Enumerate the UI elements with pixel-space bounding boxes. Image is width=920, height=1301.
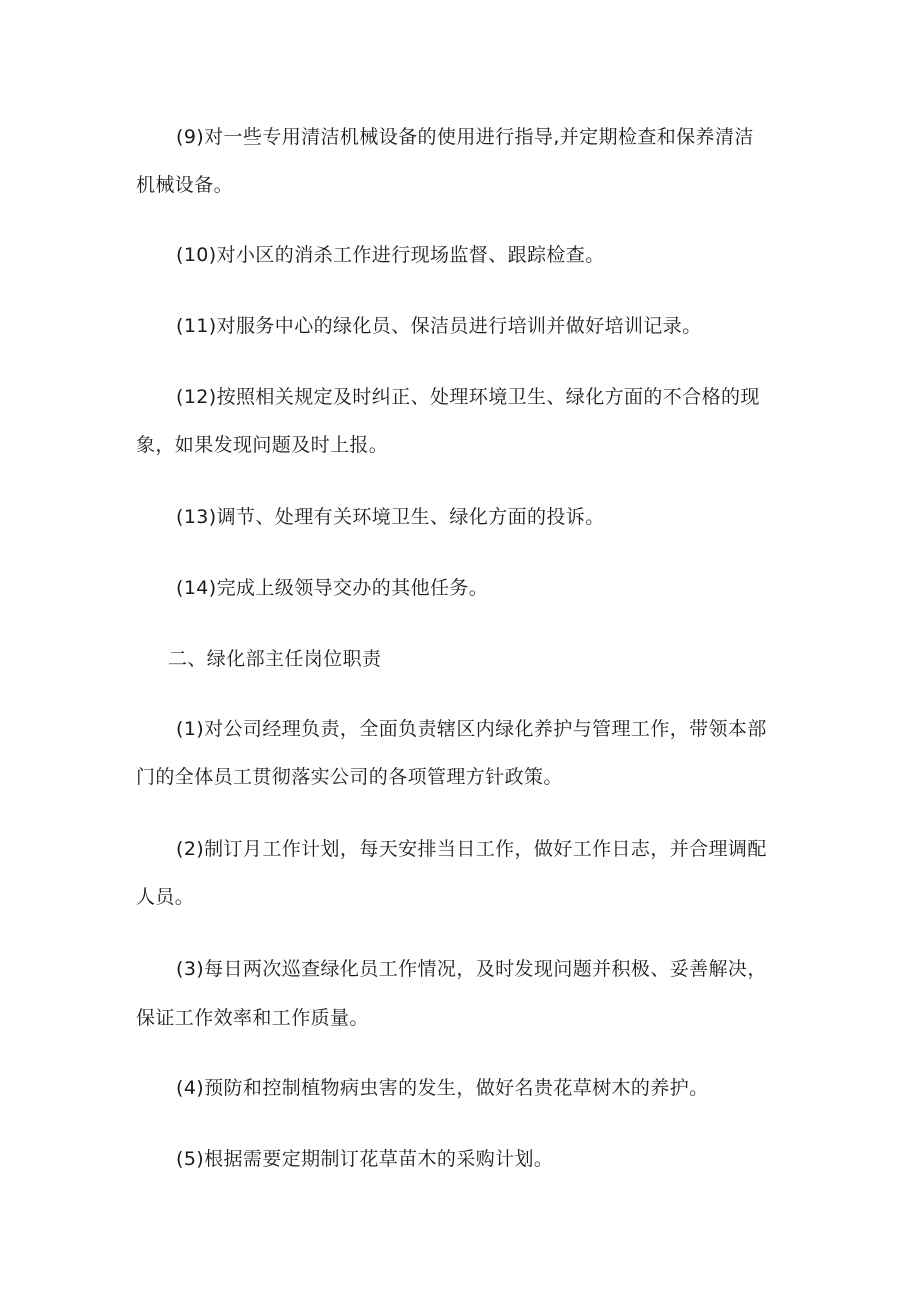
item-12-line-1: (12)按照相关规定及时纠正、处理环境卫生、绿化方面的不合格的现 xyxy=(176,386,760,408)
duty-3-line-1: (3)每日两次巡查绿化员工作情况，及时发现问题并积极、妥善解决， xyxy=(176,958,767,980)
duty-1-line-1: (1)对公司经理负责，全面负责辖区内绿化养护与管理工作，带领本部 xyxy=(176,718,767,740)
duty-1-line-2: 门的全体员工贯彻落实公司的各项管理方针政策。 xyxy=(136,766,563,788)
item-12-line-2: 象，如果发现问题及时上报。 xyxy=(136,434,389,456)
item-11: (11)对服务中心的绿化员、保洁员进行培训并做好培训记录。 xyxy=(176,315,702,337)
duty-3-line-2: 保证工作效率和工作质量。 xyxy=(136,1007,369,1029)
item-13: (13)调节、处理有关环境卫生、绿化方面的投诉。 xyxy=(176,506,605,528)
section-heading: 二、绿化部主任岗位职责 xyxy=(168,648,382,670)
duty-5: (5)根据需要定期制订花草苗木的采购计划。 xyxy=(176,1148,554,1170)
item-9-line-2: 机械设备。 xyxy=(136,174,234,196)
item-9-line-1: (9)对一些专用清洁机械设备的使用进行指导,并定期检查和保养清洁 xyxy=(176,126,754,148)
duty-2-line-1: (2)制订月工作计划，每天安排当日工作，做好工作日志，并合理调配 xyxy=(176,838,767,860)
duty-4: (4)预防和控制植物病虫害的发生，做好名贵花草树木的养护。 xyxy=(176,1077,709,1099)
item-14: (14)完成上级领导交办的其他任务。 xyxy=(176,577,489,599)
duty-2-line-2: 人员。 xyxy=(136,886,195,908)
item-10: (10)对小区的消杀工作进行现场监督、跟踪检查。 xyxy=(176,244,605,266)
